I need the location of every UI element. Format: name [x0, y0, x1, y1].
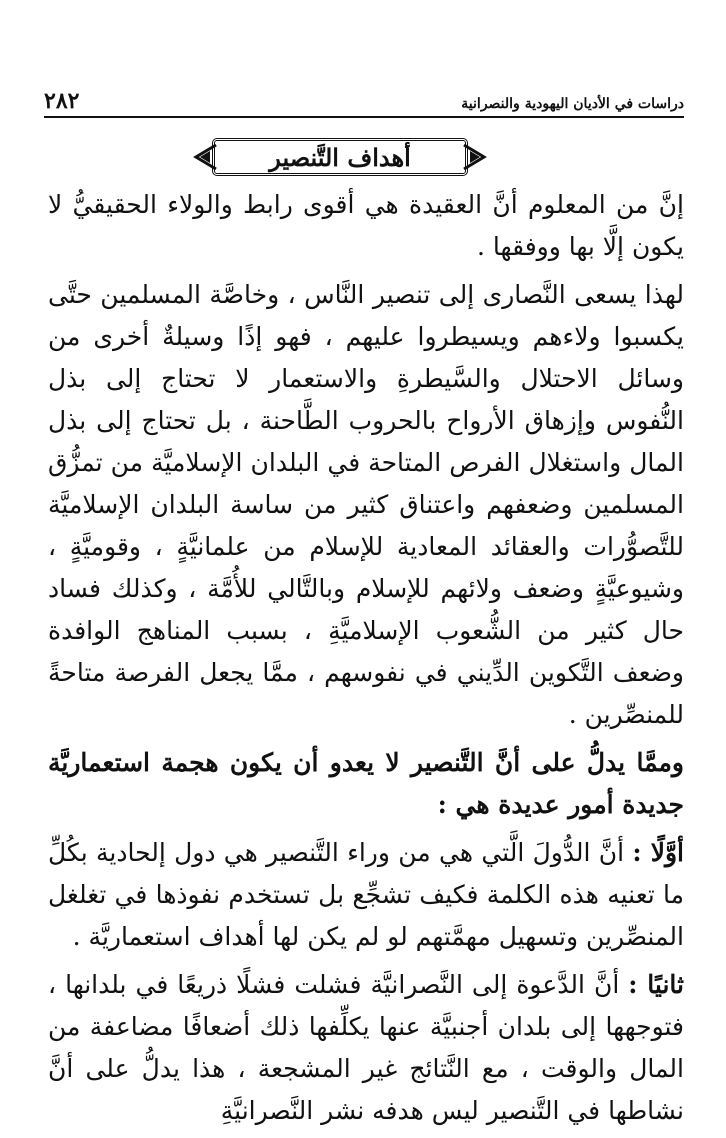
paragraph-second-point [48, 964, 684, 1132]
paragraph-first-point [48, 832, 684, 958]
body-text [48, 184, 684, 1138]
page-number: ٢٨٢ [44, 88, 80, 114]
point-text-second: أنَّ الدَّعوة إلى النَّصرانيَّة فشلت فشلًا ذريعًا في بلدانها ، فتوجهها إلى بلدان أجنبيَّة عنها يكلِّفها ذلك أضعافًا مضاعفة من المال والوقت ، مع النَّتائج غير المشجعة ، هذا يدلُّ على أنَّ نشاطها في التَّنصير ليس هدفه نشر النَّصرانيَّةِ [48, 970, 684, 1125]
point-label-second: ثانيًا : [628, 970, 684, 999]
point-label-first: أوَّلًا : [632, 838, 684, 867]
page-header [44, 86, 684, 118]
paragraph-evidence-heading: وممَّا يدلُّ على أنَّ التَّنصير لا يعدو أن يكون هجمة استعماريَّة جديدة أمور عديدة هي : [48, 748, 684, 819]
running-title: دراسات في الأديان اليهودية والنصرانية [461, 96, 684, 112]
paragraph-intro: إنَّ من المعلوم أنَّ العقيدة هي أقوى رابط والولاء الحقيقيُّ لا يكون إلَّا بها ووفقها . [48, 190, 684, 261]
section-title-frame [190, 136, 490, 178]
paragraph-purpose: لهذا يسعى النَّصارى إلى تنصير النَّاس ، وخاصَّة المسلمين حتَّى يكسبوا ولاءهم ويسيطروا عليهم ، فهو إذًا وسيلةٌ أخرى من وسائل الاحتلال والسَّيطرةِ والاستعمار لا تحتاج إلى بذل النُّفوس وإزهاق الأرواح بالحروب الطَّاحنة ، بل تحتاج إلى بذل المال واستغلال الفرص المتاحة في البلدان الإسلاميَّة من تمزُّق المسلمين وضعفهم واعتناق كثير من ساسة البلدان الإسلاميَّة للتَّصوُّرات والعقائد المعادية للإسلام من علمانيَّةٍ ، وقوميَّةٍ ، وشيوعيَّةٍ وضعف ولائهم للإسلام وبالتَّالي للأُمَّة ، وكذلك فساد حال كثير من الشُّعوب الإسلاميَّةِ ، بسبب المناهج الوافدة وضعف التَّكوين الدِّيني في نفوسهم ، ممَّا يجعل الفرصة متاحةً للمنصِّرين . [48, 280, 684, 729]
section-title: أهداف التَّنصير [212, 138, 468, 176]
right-arrow-ornament-icon [462, 142, 490, 172]
point-text-first: أنَّ الدُّولَ الَّتي هي من وراء التَّنصير هي دول إلحادية بكُلِّ ما تعنيه هذه الكلمة فكيف تشجِّع بل تستخدم نفوذها في تغلغل المنصِّرين وتسهيل مهمَّتهم لو لم يكن لها أهداف استعماريَّة . [48, 838, 684, 951]
